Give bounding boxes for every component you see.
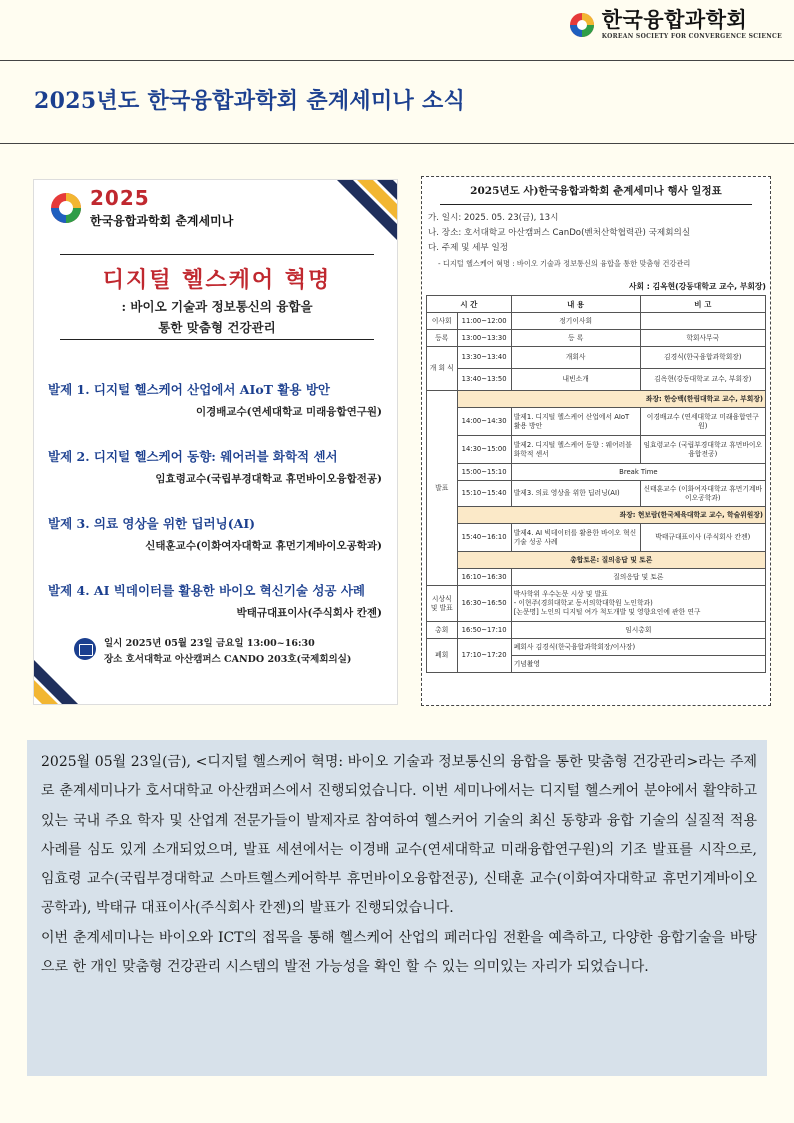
poster-title-box [60,254,374,340]
schedule-sheet [421,176,771,706]
row-time: 14:30~15:00 [457,436,511,464]
topic-title: 발제 2. 디지털 헬스케어 동향: 웨어러블 화학적 센서 [48,449,338,464]
topic-title: 발제 3. 의료 영상을 위한 딥러닝(AI) [48,516,256,531]
poster-stripes-top [313,179,398,246]
schedule-place: 나. 장소: 호서대학교 아산캠퍼스 CanDo(벤처산학협력관) 국제회의실 [428,228,691,238]
schedule-table [426,295,766,673]
table-band-row [427,552,766,569]
row-time: 16:10~16:30 [457,569,511,586]
table-band-row [427,507,766,524]
header-note: 비 고 [640,296,765,313]
award-line-1: 박사학위 우수논문 시상 및 발표 [513,590,608,598]
row-content: 기념촬영 [511,656,765,673]
page-title: 2025년도 한국융합과학회 춘계세미나 소식 [34,88,466,114]
poster-event-info [74,636,384,668]
poster-info-date: 일시 2025년 05월 23일 금요일 13:00~16:30 [104,638,315,649]
topic-title: 발제 1. 디지털 헬스케어 산업에서 AIoT 활용 방안 [48,382,330,397]
row-category: 이사회 [427,313,458,330]
poster-subtitle-1: : 바이오 기술과 정보통신의 융합을 [121,299,313,314]
topic-speaker: 신태훈교수(이화여자대학교 휴먼기계바이오공학과) [145,540,382,552]
table-row [427,524,766,552]
org-logo [568,10,782,40]
row-category: 폐회 [427,639,458,673]
schedule-date: 가. 일시: 2025. 05. 23(금), 13시 [428,213,559,223]
row-time: 13:30~13:40 [457,347,511,369]
poster-info-place: 장소 호서대학교 아산캠퍼스 CANDO 203호(국제회의실) [104,654,352,665]
row-time: 11:00~12:00 [457,313,511,330]
row-note: 이경배교수 (연세대학교 미래융합연구원) [640,408,765,436]
table-row [427,464,766,481]
row-content [511,586,765,622]
org-name: 한국융합과학회 [601,8,748,32]
table-row [427,436,766,464]
award-line-2: - 이현주(경희대학교 동서의학대학원 노인학과) [513,599,653,607]
row-time: 15:00~15:10 [457,464,511,481]
poster-seminar-name: 한국융합과학회 춘계세미나 [90,214,234,228]
row-content: 정기이사회 [511,313,640,330]
header-rule-top [0,60,794,61]
row-note: 신태훈교수 (이화여자대학교 휴먼기계바이오공학과) [640,481,765,507]
table-row [427,586,766,622]
topic-speaker: 임효령교수(국립부경대학교 휴먼바이오융합전공) [155,473,382,485]
band-chair-2: 좌장: 현보람(한국체육대학교 교수, 학술위원장) [457,507,766,524]
row-content: 발제2. 디지털 헬스케어 동향 : 웨어러블 화학적 센서 [511,436,640,464]
seminar-poster [33,179,398,705]
row-category: 시상식 및 발표 [427,586,458,622]
table-row [427,330,766,347]
poster-logo-icon [48,190,84,226]
schedule-title: 2025년도 사)한국융합과학회 춘계세미나 행사 일정표 [440,183,752,205]
schedule-topic-heading: 다. 주제 및 세부 일정 [428,243,509,253]
row-note: 학회사무국 [640,330,765,347]
topic-speaker: 이경배교수(연세대학교 미래융합연구원) [195,406,382,418]
logo-mark-icon [568,11,596,39]
table-row [427,569,766,586]
row-content: 발제1. 디지털 헬스케어 산업에서 AIoT 활용 방안 [511,408,640,436]
row-note [640,313,765,330]
row-content: 폐회사 김경식(한국융합과학회장/이사장) [511,639,765,656]
org-subtitle: KOREAN SOCIETY FOR CONVERGENCE SCIENCE [601,33,782,40]
row-time: 17:10~17:20 [457,639,511,673]
row-note: 박태규대표이사 (주식회사 칸젠) [640,524,765,552]
article-paragraph-2: 이번 춘계세미나는 바이오와 ICT의 접목을 통해 헬스케어 산업의 페러다임 전환을 예측하고, 다양한 융합기술을 바탕으로 한 개인 맞춤형 건강관리 시스템의 발전 가능성을 확인 할 수 있는 의미있는 자리가 되었습니다. [41,929,757,976]
row-time: 13:40~13:50 [457,369,511,391]
poster-stripes-bottom [33,648,98,705]
row-time: 13:00~13:30 [457,330,511,347]
row-content: 내빈소개 [511,369,640,391]
poster-subtitle-2: 통한 맞춤형 건강관리 [158,320,276,335]
row-time: 15:10~15:40 [457,481,511,507]
header-time: 시 간 [427,296,512,313]
poster-main-title: 디지털 헬스케어 혁명 [102,268,332,293]
poster-topic [48,447,388,486]
table-row [427,313,766,330]
row-time: 16:50~17:10 [457,622,511,639]
header-rule-bottom [0,143,794,144]
poster-year: 2025 [90,186,150,210]
row-content: 질의응답 및 토론 [511,569,765,586]
row-category: 등록 [427,330,458,347]
table-row [427,347,766,369]
award-line-3: [논문명] 노인의 디지털 여가 척도개발 및 영향요인에 관한 연구 [513,608,701,616]
topic-title: 발제 4. AI 빅데이터를 활용한 바이오 혁신기술 성공 사례 [48,583,365,598]
row-note: 김경식(한국융합과학회장) [640,347,765,369]
header-content: 내 용 [511,296,640,313]
article-body [27,740,767,1076]
row-category: 개 회 식 [427,347,458,391]
schedule-chair: 사회 : 김옥현(강동대학교 교수, 부회장) [628,282,766,291]
row-category: 총회 [427,622,458,639]
table-row [427,622,766,639]
band-chair-1: 좌장: 한승백(한림대학교 교수, 부회장) [457,391,766,408]
row-content: 발제4. AI 빅데이터를 활용한 바이오 혁신기술 성공 사례 [511,524,640,552]
row-time: 14:00~14:30 [457,408,511,436]
row-content: 개회사 [511,347,640,369]
table-band-row [427,391,766,408]
table-row [427,408,766,436]
poster-topic [48,514,388,553]
row-time: 16:30~16:50 [457,586,511,622]
table-row [427,639,766,656]
row-content: Break Time [511,464,765,481]
row-content: 임시총회 [511,622,765,639]
row-time: 15:40~16:10 [457,524,511,552]
table-row [427,369,766,391]
row-note: 임효령교수 (국립부경대학교 휴먼바이오융합전공) [640,436,765,464]
table-row [427,481,766,507]
row-content: 발제3. 의료 영상을 위한 딥러닝(AI) [511,481,640,507]
band-discussion: 총합토론: 질의응답 및 토론 [457,552,766,569]
poster-topics [48,380,388,648]
row-note: 김옥현(강동대학교 교수, 부회장) [640,369,765,391]
table-header-row [427,296,766,313]
row-content: 등 록 [511,330,640,347]
topic-speaker: 박태규대표이사(주식회사 칸젠) [236,607,382,619]
article-paragraph-1: 2025월 05월 23일(금), <디지털 헬스케어 혁명: 바이오 기술과 정보통신의 융합을 통한 맞춤형 건강관리>라는 주제로 춘계세미나가 호서대학교 아산캠퍼스에서 진행되었습니다. 이번 세미나에서는 디지털 헬스케어 분야에서 활약하고 있는 국내 주요 학자 및 산업계 전문가들이 발제자로 참여하여 헬스커어 기술의 최신 동향과 융합 기술의 실질적 적용 사례를 심도 있게 소개되었으며, 발표 세션에서는 이경배 교수(연세대학교 미래융합연구원)의 기조 발표를 시작으로, 임효령 교수(국립부경대학교 스마트헬스케어학부 휴먼바이오융합전공), 신태훈 교수(이화여자대학교 휴먼기계바이오공학과), 박태규 대표이사(주식회사 칸젠)의 발표가 진행되었습니다. [41,754,757,917]
poster-topic [48,380,388,419]
poster-topic [48,581,388,620]
row-category: 발표 [427,391,458,586]
schedule-theme: - 디지털 헬스케어 혁명 : 바이오 기술과 정보통신의 융합을 통한 맞춤형 건강관리 [438,259,691,268]
